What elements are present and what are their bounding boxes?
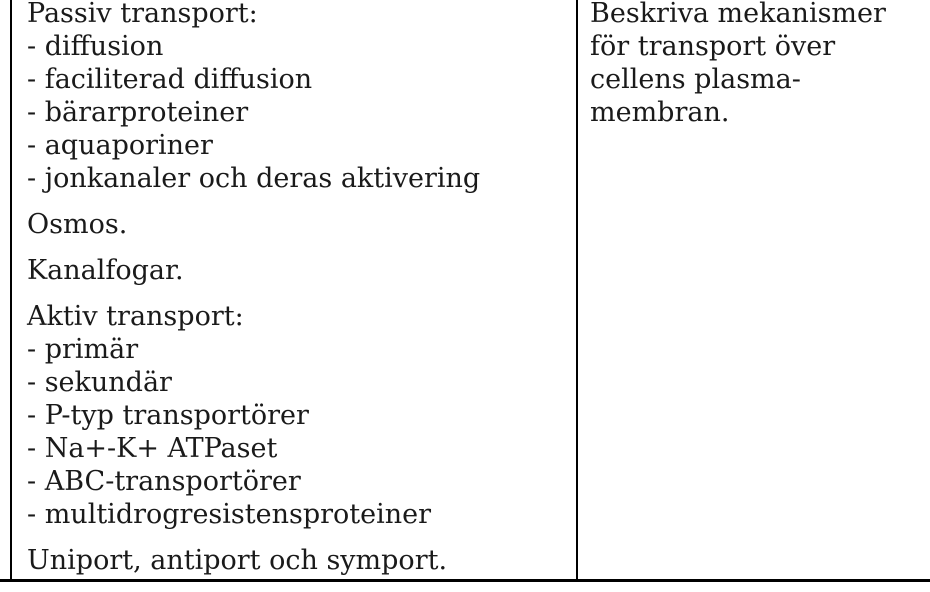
text-line: Aktiv transport: <box>27 301 244 332</box>
text-line: - faciliterad diffusion <box>27 64 313 95</box>
text-line: Passiv transport: <box>27 0 258 29</box>
text-line: - ABC-transportörer <box>27 466 301 497</box>
table-cell-course-content <box>27 0 572 577</box>
text-line: cellens plasma- <box>590 64 801 95</box>
text-line: - Na+-K+ ATPaset <box>27 433 278 464</box>
table-border-bottom <box>0 579 930 582</box>
text-line: - aquaporiner <box>27 130 213 161</box>
paragraph <box>27 208 572 241</box>
text-line: - diffusion <box>27 31 164 62</box>
text-line: - bärarproteiner <box>27 97 249 128</box>
text-line: membran. <box>590 97 730 128</box>
text-line: för transport över <box>590 31 836 62</box>
text-line: - primär <box>27 334 139 365</box>
paragraph <box>590 0 920 129</box>
text-line: Kanalfogar. <box>27 255 184 286</box>
paragraph <box>27 0 572 195</box>
table-column-divider <box>576 0 578 580</box>
paragraph <box>27 544 572 577</box>
text-line: - sekundär <box>27 367 172 398</box>
table-cell-learning-objective <box>590 0 920 129</box>
text-line: Beskriva mekanismer <box>590 0 886 29</box>
table-border-left <box>10 0 12 580</box>
text-line: Uniport, antiport och symport. <box>27 545 448 576</box>
text-line: - jonkanaler och deras aktivering <box>27 163 481 194</box>
text-line: - multidrogresistensproteiner <box>27 499 432 530</box>
paragraph <box>27 254 572 287</box>
paragraph <box>27 300 572 531</box>
text-line: Osmos. <box>27 209 128 240</box>
text-line: - P-typ transportörer <box>27 400 309 431</box>
